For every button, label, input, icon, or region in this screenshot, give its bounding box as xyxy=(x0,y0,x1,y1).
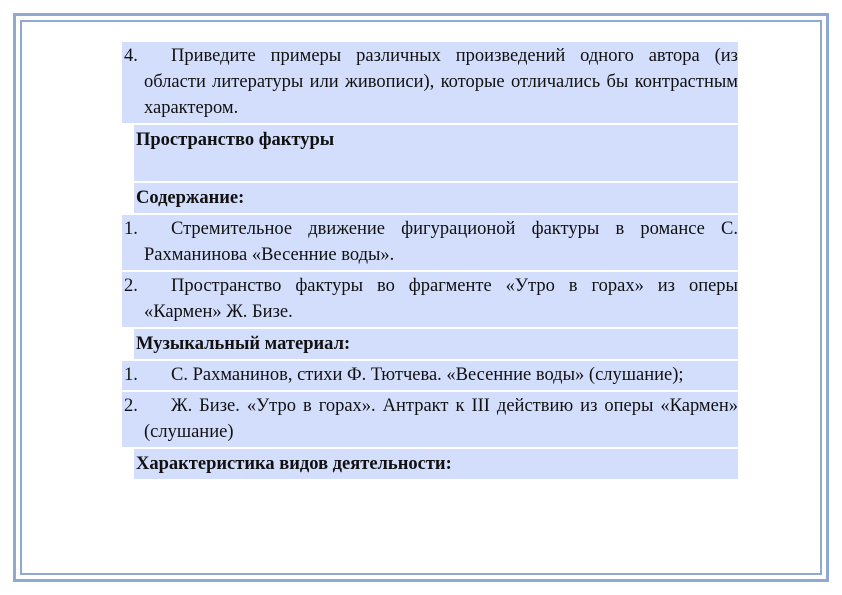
content-item-text: Пространство фактуры во фрагменте «Утро в горах» из оперы «Кармен» Ж. Бизе. xyxy=(144,276,738,322)
content-item-2 xyxy=(122,272,738,327)
heading-space-text: Пространство фактуры xyxy=(136,130,335,150)
content-item-text: Стремительное движение фигурационой фактуры в романсе С. Рахманинова «Весенние воды». xyxy=(144,219,738,265)
heading-content xyxy=(134,183,738,213)
material-item-text: С. Рахманинов, стихи Ф. Тютчева. «Весенние воды» (слушание); xyxy=(171,365,684,385)
heading-activity xyxy=(134,449,738,479)
heading-content-text: Содержание: xyxy=(136,188,245,208)
task-item xyxy=(122,42,738,123)
task-number: 4. xyxy=(124,46,138,66)
heading-material xyxy=(134,329,738,359)
material-item-1 xyxy=(122,361,738,390)
material-item-number: 1. xyxy=(124,365,138,385)
content-item-number: 2. xyxy=(124,276,138,296)
content-item-number: 1. xyxy=(124,219,138,239)
task-text: Приведите примеры различных произведений одного автора (из области литературы или живописи), которые отличались бы контрастным характером. xyxy=(144,46,738,118)
heading-space xyxy=(134,125,738,181)
material-item-text: Ж. Бизе. «Утро в горах». Антракт к III действию из оперы «Кармен» (слушание) xyxy=(144,396,738,442)
heading-activity-text: Характеристика видов деятельности: xyxy=(136,454,452,474)
material-item-number: 2. xyxy=(124,396,138,416)
heading-material-text: Музыкальный материал: xyxy=(136,334,351,354)
material-item-2 xyxy=(122,392,738,447)
content-item-1 xyxy=(122,215,738,270)
document-content xyxy=(122,42,738,481)
